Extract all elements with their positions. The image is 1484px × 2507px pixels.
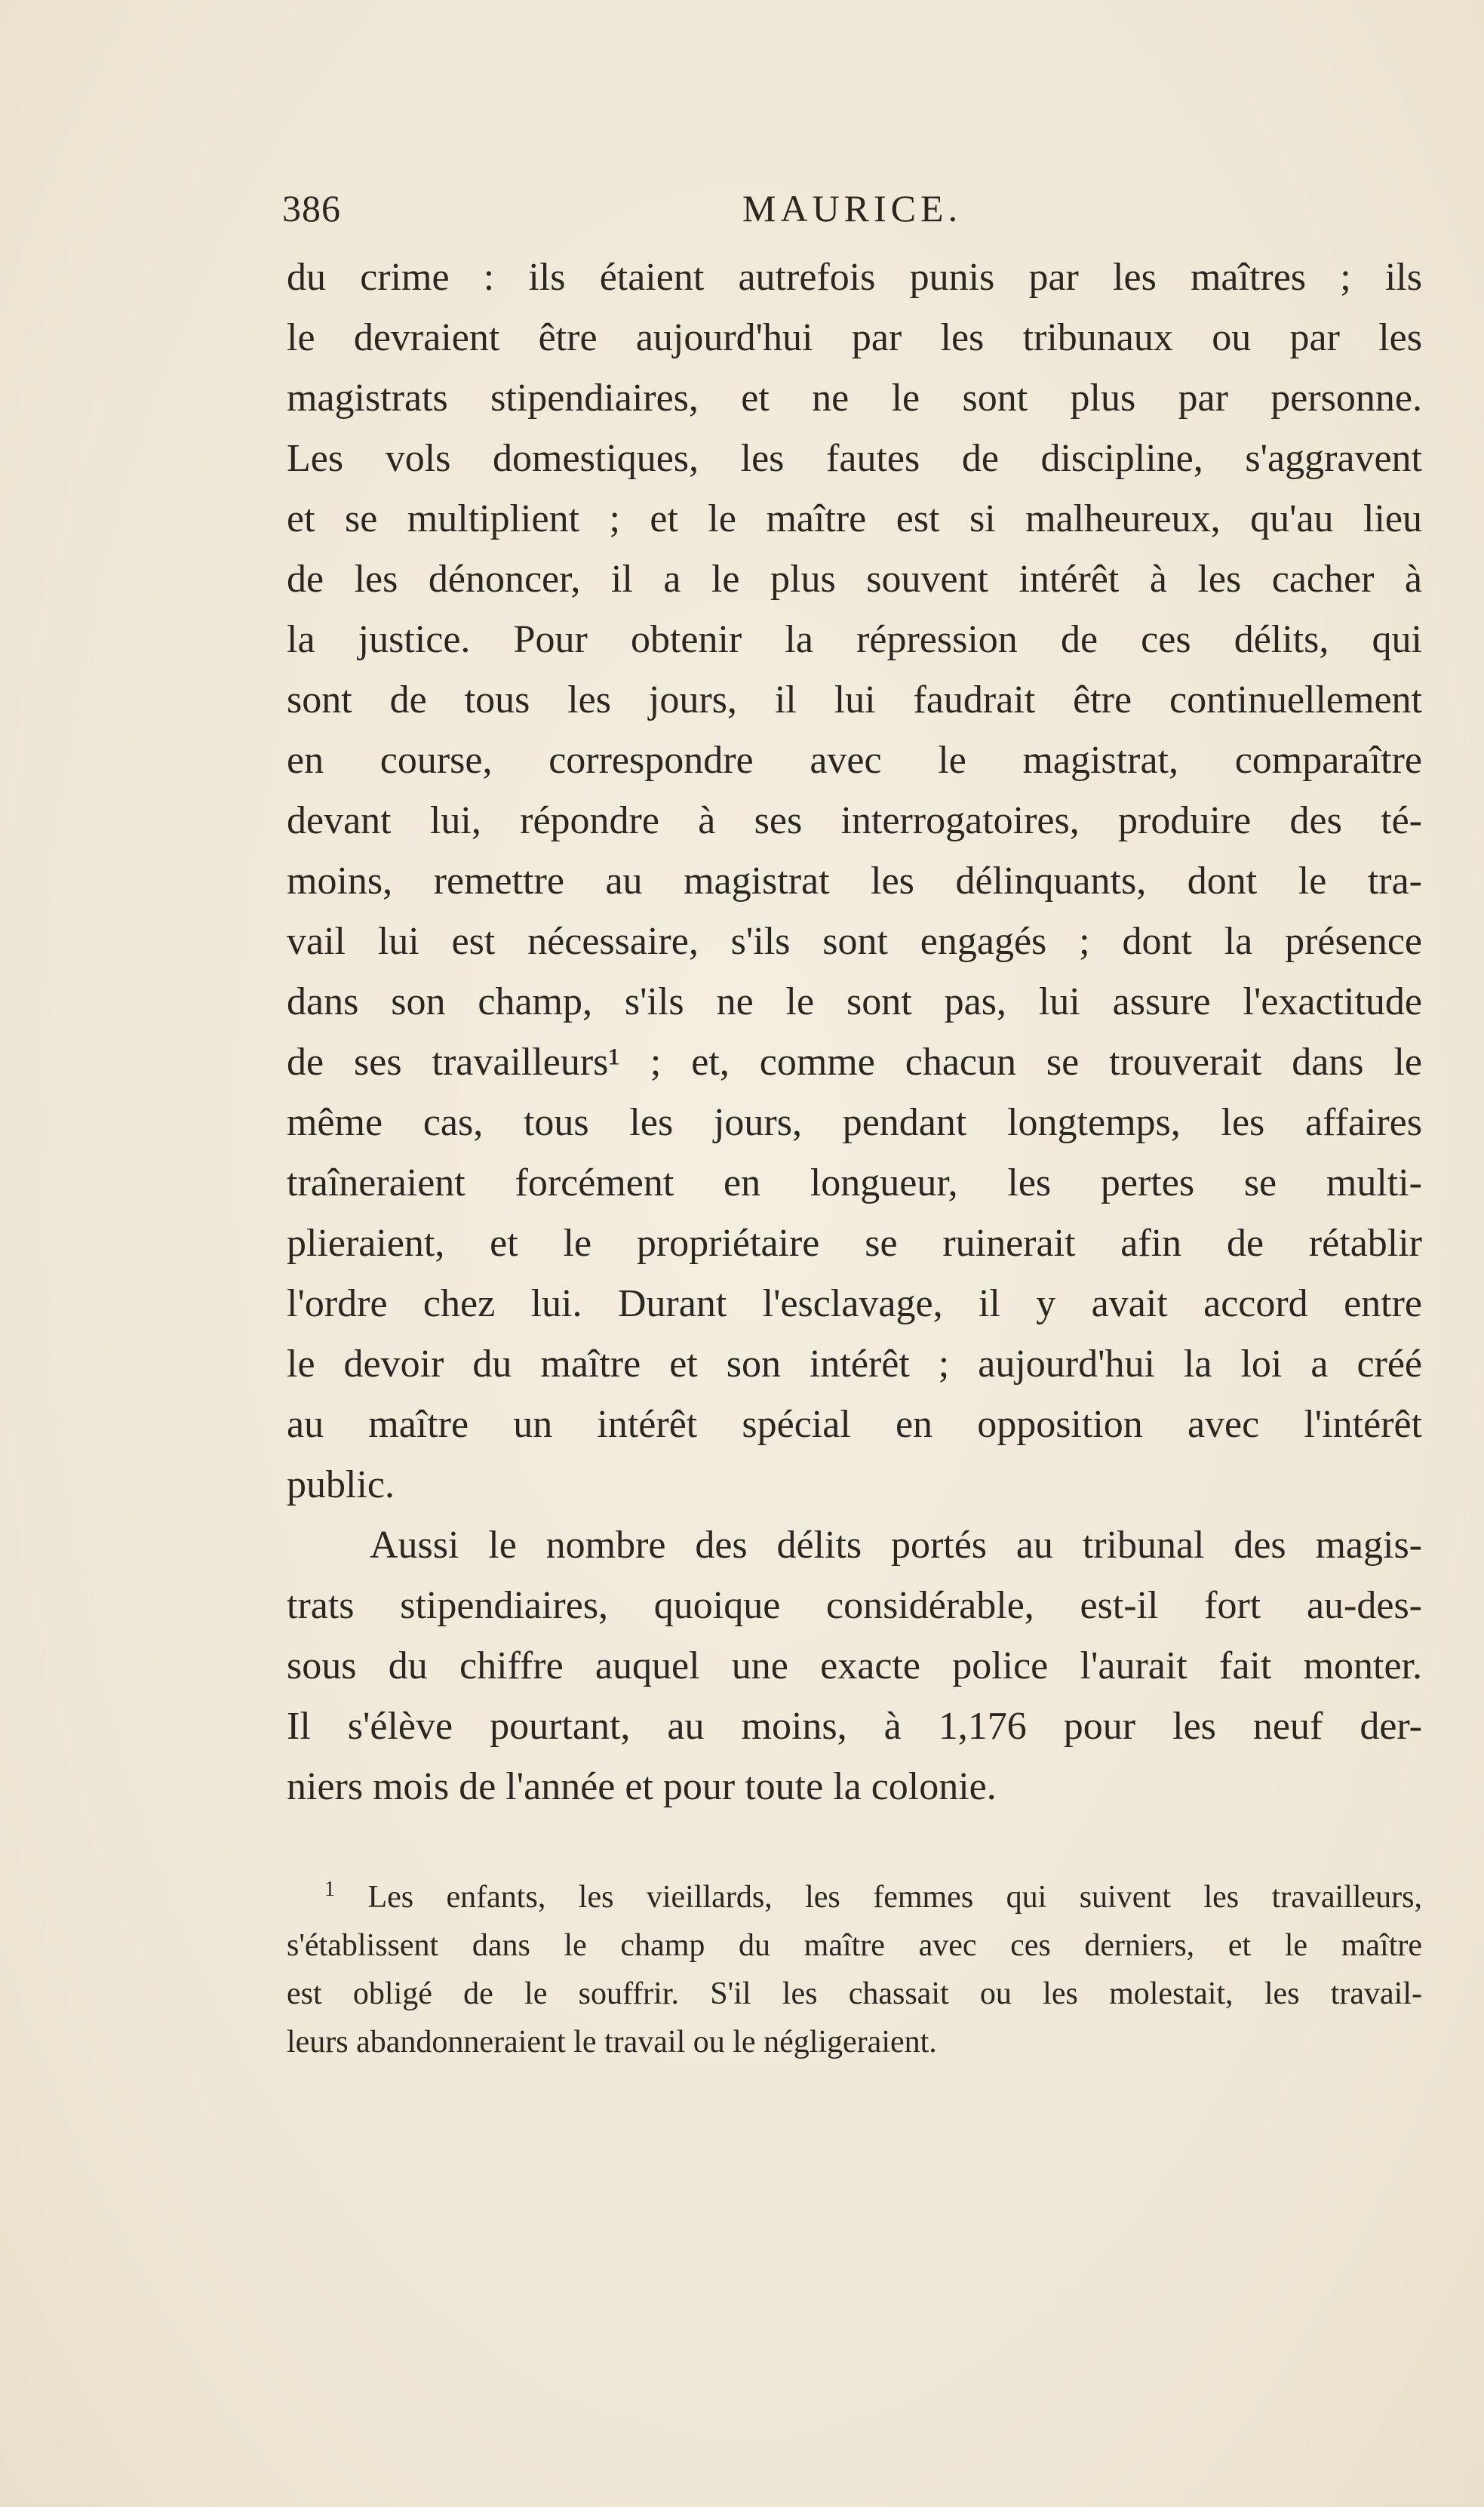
running-head: MAURICE. [742,187,963,229]
text-line: l'ordre chez lui. Durant l'esclavage, il y avait accord entre [287,1282,1422,1325]
text-line: Il s'élève pourtant, au moins, à 1,176 pour les neuf der- [287,1705,1422,1748]
text-line: sont de tous les jours, il lui faudrait être continuellement [287,678,1422,721]
footnote-line [287,1873,1422,1921]
text-line: trats stipendiaires, quoique considérable, est-il fort au-des- [287,1584,1422,1627]
text-line: même cas, tous les jours, pendant longtemps, les affaires [287,1101,1422,1144]
text-line: de ses travailleurs¹ ; et, comme chacun se trouverait dans le [287,1041,1422,1084]
text-line: et se multiplient ; et le maître est si malheureux, qu'au lieu [287,497,1422,540]
footnote-marker: 1 [324,1878,335,1901]
text-line: le devraient être aujourd'hui par les tribunaux ou par les [287,316,1422,359]
body-text [287,248,1422,1817]
footnote [287,1873,1422,2066]
text-line: moins, remettre au magistrat les délinquants, dont le tra- [287,860,1422,903]
footnote-line: s'établissent dans le champ du maître avec ces derniers, et le maître [287,1928,1422,1963]
text-line: au maître un intérêt spécial en opposition avec l'intérêt [287,1403,1422,1446]
footnote-line: leurs abandonneraient le travail ou le négligeraient. [287,2025,937,2059]
text-line: plieraient, et le propriétaire se ruinerait afin de rétablir [287,1222,1422,1265]
page-number: 386 [282,187,341,229]
text-line: sous du chiffre auquel une exacte police l'aurait fait monter. [287,1644,1422,1687]
text-line: le devoir du maître et son intérêt ; aujourd'hui la loi a créé [287,1343,1422,1386]
text-line: en course, correspondre avec le magistrat, comparaître [287,739,1422,782]
text-line: devant lui, répondre à ses interrogatoires, produire des té- [287,799,1422,842]
text-line: dans son champ, s'ils ne le sont pas, lui assure l'exactitude [287,980,1422,1023]
text-line: magistrats stipendiaires, et ne le sont plus par personne. [287,377,1422,420]
text-line-paragraph-start: Aussi le nombre des délits portés au tribunal des magis- [370,1524,1422,1567]
text-line-paragraph-end: niers mois de l'année et pour toute la colonie. [287,1765,997,1808]
page-header [282,186,1414,231]
text-line: la justice. Pour obtenir la répression de ces délits, qui [287,618,1422,661]
footnote-line: est obligé de le souffrir. S'il les chassait ou les molestait, les travail- [287,1976,1422,2011]
text-line: du crime : ils étaient autrefois punis par les maîtres ; ils [287,256,1422,299]
footnote-text: Les enfants, les vieillards, les femmes qui suivent les travailleurs, [367,1880,1423,1915]
text-line: vail lui est nécessaire, s'ils sont engagés ; dont la présence [287,920,1422,963]
text-line: traîneraient forcément en longueur, les pertes se multi- [287,1161,1422,1204]
text-line: Les vols domestiques, les fautes de discipline, s'aggravent [287,437,1422,480]
text-line-paragraph-end: public. [287,1463,395,1506]
text-line: de les dénoncer, il a le plus souvent intérêt à les cacher à [287,558,1422,601]
